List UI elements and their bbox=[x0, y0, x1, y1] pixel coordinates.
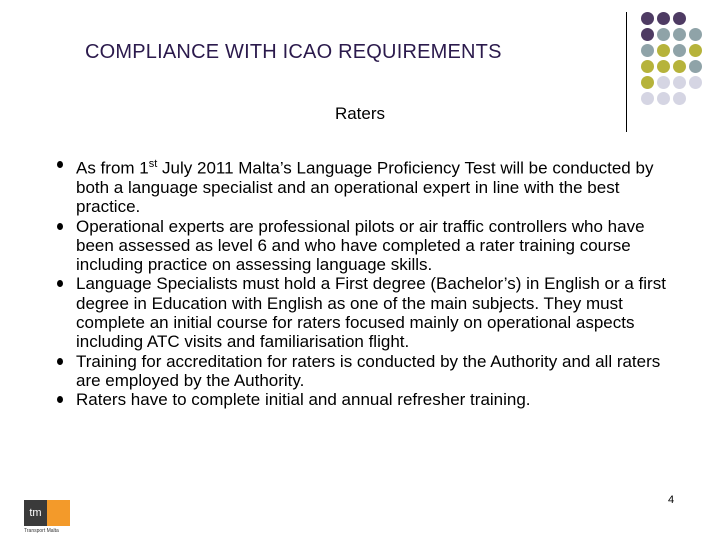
bullet-text: Operational experts are professional pilots or air traffic controllers who have been assessed as level 6 and who have completed a rater training course including practice on assessing language skills. bbox=[76, 216, 645, 275]
decorative-dot bbox=[657, 12, 670, 25]
slide-title: COMPLIANCE WITH ICAO REQUIREMENTS bbox=[85, 41, 502, 63]
decorative-dot bbox=[641, 92, 654, 105]
decorative-dot bbox=[641, 28, 654, 41]
decorative-dot bbox=[657, 60, 670, 73]
decorative-dot bbox=[657, 28, 670, 41]
bullet-item bbox=[56, 274, 686, 351]
bullet-dot-icon bbox=[57, 223, 63, 230]
slide-subtitle: Raters bbox=[334, 104, 386, 123]
decorative-dot bbox=[689, 76, 702, 89]
decorative-dot bbox=[657, 44, 670, 57]
decorative-dot bbox=[689, 28, 702, 41]
decorative-dot bbox=[673, 76, 686, 89]
decorative-dot bbox=[657, 92, 670, 105]
decorative-dot bbox=[689, 60, 702, 73]
bullet-dot-icon bbox=[57, 396, 63, 403]
bullet-item bbox=[56, 155, 686, 217]
logo-mark: tm bbox=[24, 500, 47, 526]
decorative-dot bbox=[641, 60, 654, 73]
bullet-dot-icon bbox=[57, 161, 63, 168]
decorative-dot bbox=[641, 76, 654, 89]
decorative-dot bbox=[673, 92, 686, 105]
decorative-dot bbox=[673, 12, 686, 25]
bullet-text: Raters have to complete initial and annual refresher training. bbox=[76, 390, 531, 410]
bullet-text: Training for accreditation for raters is conducted by the Authority and all raters are employed by the Authority. bbox=[76, 351, 661, 390]
divider-line bbox=[626, 12, 627, 132]
decorative-dot bbox=[673, 28, 686, 41]
bullet-dot-icon bbox=[57, 358, 63, 365]
decorative-dot bbox=[641, 12, 654, 25]
decorative-dot bbox=[673, 60, 686, 73]
decorative-dot bbox=[657, 76, 670, 89]
bullet-item bbox=[56, 217, 686, 275]
page-number: 4 bbox=[668, 494, 675, 506]
logo-orange-block bbox=[47, 500, 70, 526]
transport-malta-logo bbox=[24, 500, 70, 535]
bullet-text-continued: July 2011 Malta’s Language Proficiency Test will be conducted by both a language specialist and an operational expert in line with the best practice. bbox=[76, 158, 654, 217]
bullet-item bbox=[56, 352, 686, 391]
bullet-list bbox=[56, 155, 686, 410]
bullet-superscript: st bbox=[148, 158, 158, 170]
bullet-item bbox=[56, 390, 686, 409]
bullet-text: Language Specialists must hold a First degree (Bachelor’s) in English or a first degree in Education with English as one of the main subjects. They must complete an initial course for raters focused mainly on operational aspects including ATC visits and familiarisation flight. bbox=[76, 274, 666, 352]
bullet-text: As from 1 bbox=[76, 158, 149, 178]
decorative-dot bbox=[689, 44, 702, 57]
bullet-dot-icon bbox=[57, 280, 63, 287]
decorative-dot bbox=[641, 44, 654, 57]
logo-caption: Transport Malta bbox=[24, 528, 59, 534]
decorative-dot bbox=[673, 44, 686, 57]
